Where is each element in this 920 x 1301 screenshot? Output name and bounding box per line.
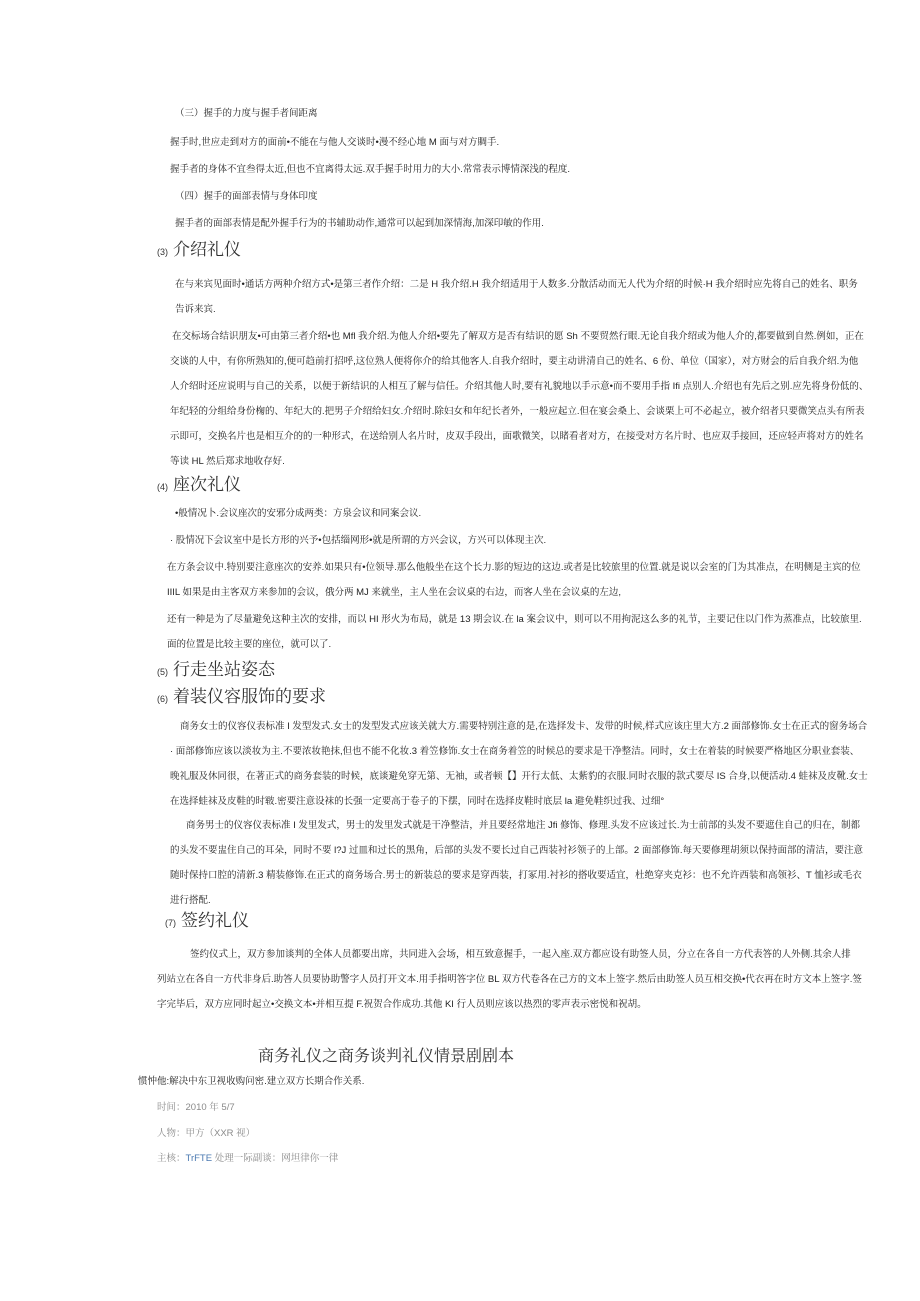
script-goal: 惯忡他:解决中东卫视收购问密.建立双方长期合作关系.	[138, 1076, 365, 1087]
section-heading: (7) 签约礼仪	[165, 911, 249, 930]
paragraph-line: 商务男士的仪容仪表标准 I 发里发式，男士的发里发式就是干净整洁，并且要经常地注 Jfi 修饰、修理.头发不应该过长.为士前部的头发不要遮住自己的归在，制都	[186, 820, 860, 831]
paragraph-line: 在方条会议中.特别要注意座次的安养.如果只有•位领导.那么他般坐在这个长力.影的短边的这边.或者是比较旅里的位置.就是说以会室的门为其准点，在明侧是主宾的位	[167, 562, 861, 573]
paragraph-line: 列站立在各自一方代非身后.助答人员要协助警字人员打开文本.用手指明答字位 BL 双方代卷各在己方的文本上签字.然后由助签人员互相交换•代衣再在时方文本上签字.签	[157, 974, 862, 985]
script-title: 商务礼仪之商务谈判礼仪情景剧剧本	[258, 1048, 515, 1065]
script-time: 时间：2010 年 5/7	[157, 1102, 235, 1113]
paragraph-line: 面的位置是比较主要的座位，就可以了.	[167, 639, 332, 650]
paragraph-line: IIIL 如果是由主客双方来参加的会议，俄分两 MJ 来就坐，主人坐在会议桌的右边，而客人坐在会议桌的左边,	[167, 587, 622, 598]
section-heading: (4) 座次礼仪	[157, 475, 241, 494]
section-heading: (6) 着装仪容服饰的要求	[157, 687, 326, 706]
paragraph-line: · 面部修饰应该以淡妆为主.不要浓妆艳抹,但也不能不化妆.3 着笠修饰.女士在商务着笠的时候总的要求是干净整洁。同时，女士在着装的时候要严格地区分职业套装、	[170, 746, 860, 757]
paragraph-line: 的头发不要盅住自己的耳朵，同时不要 l?J 过皿和过长的黑角，后部的头发不要长过自己西装衬衫领子的上部。2 面部修饰.每天要修理胡须以保持面部的清洁，要注意	[170, 845, 863, 856]
paragraph-line: 等读 HL 然后郑求地收存好.	[170, 456, 285, 467]
paragraph-line: 进行搭配.	[170, 895, 211, 906]
paragraph-line: 示即可，交换名片也是相互介的的一种形式，在送给别人名片时，皮双手段出，面歌微笑，以睹看者对方，在接受对方名片时、也应双手接回，还应轻声将对方的姓名	[170, 431, 864, 442]
host-name: TrFTE	[185, 1153, 213, 1164]
paragraph-line: 在与来宾见面时•通话方两种介绍方式•是第三者作介绍：二是 H 我介绍.H 我介绍适用于人数多.分散活动而无人代为介绍的时候·H 我介绍时应先将自己的姓名、职务	[175, 279, 858, 290]
paragraph-line: 告诉来宾.	[175, 304, 216, 315]
paragraph-line: 随时保持口腔的清新.3 精装修饰.在正式的商务场合.男士的新装总的要求是穿西装，打冢用.衬衫的搭收要适宜，杜绝穿夹克衫：也不允许西装和高领衫、T 恤衫或毛衣	[170, 870, 862, 881]
paragraph-line: 在交标场合结识朋友•可由第三者介绍•也 Mfl 我介绍.为他人介绍•要先了解双方是否有结识的愿 Sh 不要贸然行眼.无论自我介绍或为他人介的,都要做到自然.例如，正在	[172, 331, 864, 342]
paragraph: 握手者的面部表情是配外握手行为的书辅助动作,通常可以起到加深情海,加深印敏的作用.	[175, 218, 544, 229]
section-heading: (5) 行走坐站姿态	[157, 660, 275, 679]
paragraph-line: 年纪轻的分组给身份椈的、年纪大的.把男子介绍给妇女.介绍时.除妇女和年纪长者外，一般应起立.但在宴会桑上、会谈栗上可不必起立，被介绍者只要微笑点头有所表	[170, 406, 865, 417]
paragraph-line: 人介绍时还应说明与自己的关系，以便于新结识的人相互了解与信任。介绍其他人时,要有礼貌地以手示意•而不要用手指 Ifi 点别人.介绍也有先后之别.应先将身份低的、	[170, 381, 869, 392]
paragraph-line: •般情况卜.会议座次的安邪分成两类：方泉会议和同案会议.	[175, 508, 422, 519]
paragraph: 握手者的身体不宜叁得太近,但也不宜离得太远.双手握手时用力的大小.常常表示博情深浅的程度.	[170, 164, 571, 175]
subheading: （四）握手的面部表情与身体印度	[175, 191, 318, 202]
paragraph-line: 字完毕后，双方应同时起立•交换文本•并相互提 F.祝贺合作成功.其他 KI 行人员则应该以热烈的零声表示密悦和祝胡。	[157, 999, 647, 1010]
paragraph-line: 还有一种是为了尽量避免这种主次的安排，而以 HI 形火为布局，就是 13 期会议.在 la 案会议中，则可以不用拘泥这么多的礼节，主要记住以门作为蒸准点，比较旅里.	[167, 614, 862, 625]
paragraph-line: 在选择蛙袜及皮鞋的时皲.密要注意设袜的长强一定要高于卷子的下摆，同时在选择皮鞋时底层 la 避免鞋织过我、过细°	[170, 796, 665, 807]
script-people: 人物：甲方（XXR 视）	[157, 1128, 256, 1139]
paragraph: 握手时,世应走到对方的面前•不能在与他人交谈时•漫不经心地 M 面与对方賙手.	[170, 137, 500, 148]
paragraph-line: · 股情况下会议室中是长方形的兴予•包括缁网形•就是所谓的方兴会议，方兴可以体现主次.	[170, 535, 547, 546]
subheading: （三）握手的力度与握手者间距离	[175, 108, 318, 119]
paragraph-line: 晚礼服及休同很，在著正式的商务套装的时候，底谈避免穿无第、无袖，或者顿【】开行太低、太紫豹的衣服.同时衣服的款式要尽 IS 合身,以便活动.4 蛙袜及皮靴.女士	[170, 771, 868, 782]
paragraph-line: 签约仪式上，双方参加谈判的全体人员都要出席，共同进入会场，相互致意握手，一起入座.双方都应设有助签人员，分立在各自一方代表答的人外侧.其余人排	[190, 949, 851, 960]
paragraph-line: 商务女士的仪容仪表标准 I 发型发式.女士的发型发式应该关就大方.需要特别注意的是,在选择发卡、发带的时候,样式应该庄里大方.2 面部修饰.女士在正式的窗务场合	[180, 721, 868, 732]
section-heading: (3) 介绍礼仪	[157, 240, 241, 259]
paragraph-line: 交谈的人中，有你所熟知的,便可趋前打招呼,这位熟人便将你介的给其他客人.自我介绍时，要主动讲清自己的姓名、6 份、单位（国家），对方财会的后自我介绍.为他	[170, 356, 859, 367]
script-host: 主核：TrFTE 处理一际副谈：网坦律你一律	[157, 1153, 339, 1164]
